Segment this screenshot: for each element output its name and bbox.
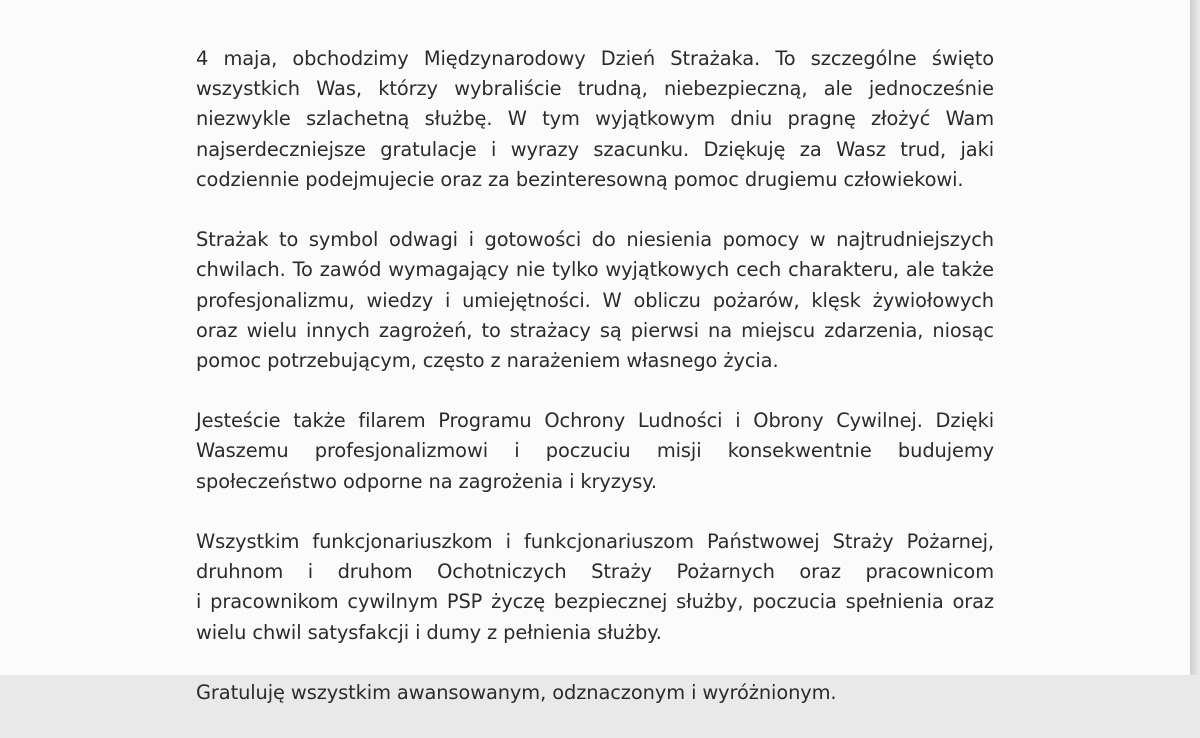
text-line: pomoc potrzebującym, często z narażeniem własnego życia. (196, 348, 779, 372)
paragraph-4 (196, 527, 994, 648)
text-line: wielu chwil satysfakcji i dumy z pełnienia służby. (196, 620, 662, 644)
page-edge-shadow (1190, 0, 1200, 675)
letter-body (196, 44, 994, 738)
text-line: Wszystkim funkcjonariuszkom i funkcjonariuszom Państwowej Straży Pożarnej, (196, 530, 994, 553)
text-line: niezwykle szlachetną służbę. W tym wyjątkowym dniu pragnę złożyć Wam (196, 107, 994, 131)
paragraph-5 (196, 678, 994, 708)
text-line: Strażak to symbol odwagi i gotowości do niesienia pomocy w najtrudniejszych (196, 228, 994, 252)
text-line: chwilach. To zawód wymagający nie tylko wyjątkowych cech charakteru, ale także (196, 258, 994, 282)
text-line: wszystkich Was, którzy wybraliście trudną, niebezpieczną, ale jednocześnie (196, 77, 994, 101)
text-line: społeczeństwo odporne na zagrożenia i kryzysy. (196, 469, 657, 493)
text-line: codziennie podejmujecie oraz za bezinteresowną pomoc drugiemu człowiekowi. (196, 167, 964, 191)
paragraph-3 (196, 406, 994, 497)
paragraph-1 (196, 44, 994, 195)
paragraph-2 (196, 225, 994, 376)
text-line: profesjonalizmu, wiedzy i umiejętności. W obliczu pożarów, klęsk żywiołowych (196, 288, 994, 312)
text-line: najserdeczniejsze gratulacje i wyrazy szacunku. Dziękuję za Wasz trud, jaki (196, 137, 994, 161)
text-line: i pracownikom cywilnym PSP życzę bezpiecznej służby, poczucia spełnienia oraz (196, 590, 994, 614)
text-line: oraz wielu innych zagrożeń, to strażacy są pierwsi na miejscu zdarzenia, niosąc (196, 318, 994, 342)
text-line: druhnom i druhom Ochotniczych Straży Pożarnych oraz pracownicom (196, 560, 994, 584)
text-line: Jesteście także filarem Programu Ochrony Ludności i Obrony Cywilnej. Dzięki (196, 409, 994, 433)
text-line: 4 maja, obchodzimy Międzynarodowy Dzień Strażaka. To szczególne święto (196, 47, 994, 70)
text-line: Gratuluję wszystkim awansowanym, odznaczonym i wyróżnionym. (196, 680, 837, 704)
text-line: Waszemu profesjonalizmowi i poczuciu misji konsekwentnie budujemy (196, 439, 994, 463)
